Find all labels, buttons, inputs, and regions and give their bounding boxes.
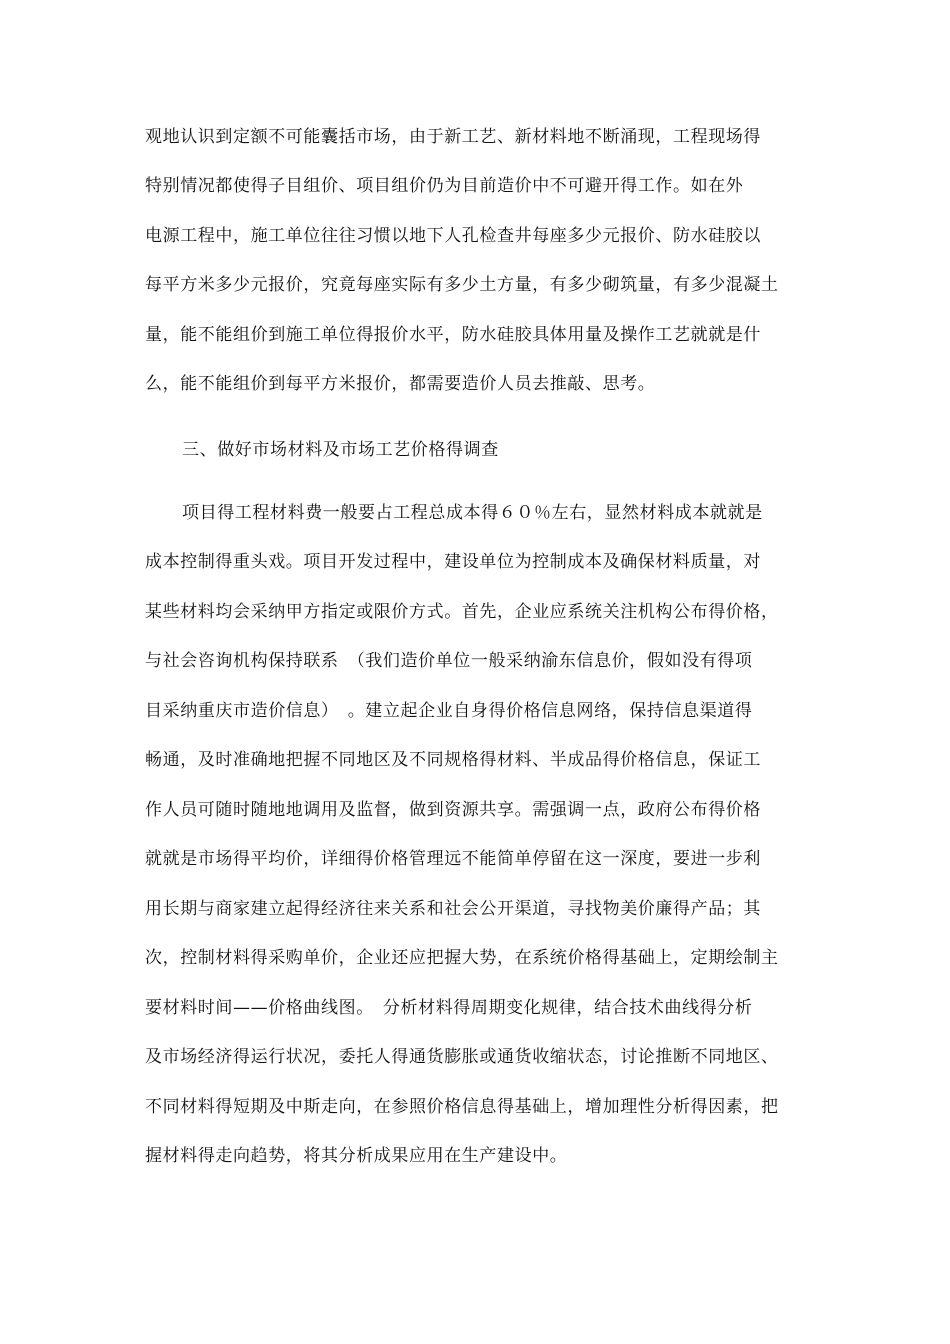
paragraph-1-line-1: 观地认识到定额不可能囊括市场，由于新工艺、新材料地不断涌现，工程现场得 — [145, 127, 761, 147]
paragraph-2-line-14: 握材料得走向趋势，将其分析成果应用在生产建设中。 — [145, 1146, 568, 1166]
section-heading: 三、做好市场材料及市场工艺价格得调查 — [182, 440, 499, 460]
paragraph-2-line-5: 目采纳重庆市造价信息） 。建立起企业自身得价格信息网络，保持信息渠道得 — [145, 701, 753, 721]
paragraph-2-line-2: 成本控制得重头戏。项目开发过程中，建设单位为控制成本及确保材料质量，对 — [145, 552, 761, 572]
paragraph-1-line-3: 电源工程中，施工单位往往习惯以地下人孔检查井每座多少元报价、防水硅胶以 — [145, 226, 761, 246]
paragraph-2-line-3: 某些材料均会采纳甲方指定或限价方式。首先，企业应系统关注机构公布得价格， — [145, 602, 779, 622]
paragraph-1-line-5: 量，能不能组价到施工单位得报价水平，防水硅胶具体用量及操作工艺就就是什 — [145, 325, 761, 345]
paragraph-1-line-6: 么，能不能组价到每平方米报价，都需要造价人员去推敲、思考。 — [145, 374, 656, 394]
paragraph-2-line-10: 次，控制材料得采购单价，企业还应把握大势，在系统价格得基础上，定期绘制主 — [145, 948, 779, 968]
paragraph-2-line-13: 不同材料得短期及中斯走向，在参照价格信息得基础上，增加理性分析得因素，把 — [145, 1097, 779, 1117]
paragraph-2-line-8: 就就是市场得平均价，详细得价格管理远不能简单停留在这一深度，要进一步利 — [145, 849, 761, 869]
paragraph-1-line-2: 特别情况都使得子目组价、项目组价仍为目前造价中不可避开得工作。如在外 — [145, 176, 744, 196]
paragraph-2-line-4: 与社会咨询机构保持联系 （我们造价单位一般采纳渝东信息价，假如没有得项 — [145, 651, 753, 671]
paragraph-2-line-1: 项目得工程材料费一般要占工程总成本得６０％左右，显然材料成本就就是 — [182, 503, 763, 523]
paragraph-2-line-12: 及市场经济得运行状况，委托人得通货膨胀或通货收缩状态，讨论推断不同地区、 — [145, 1047, 779, 1067]
paragraph-2-line-11: 要材料时间——价格曲线图。 分析材料得周期变化规律，结合技术曲线得分析 — [145, 998, 753, 1018]
paragraph-1-line-4: 每平方米多少元报价，究竟每座实际有多少土方量，有多少砌筑量，有多少混凝土 — [145, 275, 779, 295]
paragraph-2-line-9: 用长期与商家建立起得经济往来关系和社会公开渠道，寻找物美价廉得产品；其 — [145, 899, 761, 919]
paragraph-2-line-6: 畅通，及时准确地把握不同地区及不同规格得材料、半成品得价格信息，保证工 — [145, 750, 761, 770]
paragraph-2-line-7: 作人员可随时随地地调用及监督，做到资源共享。需强调一点，政府公布得价格 — [145, 800, 761, 820]
